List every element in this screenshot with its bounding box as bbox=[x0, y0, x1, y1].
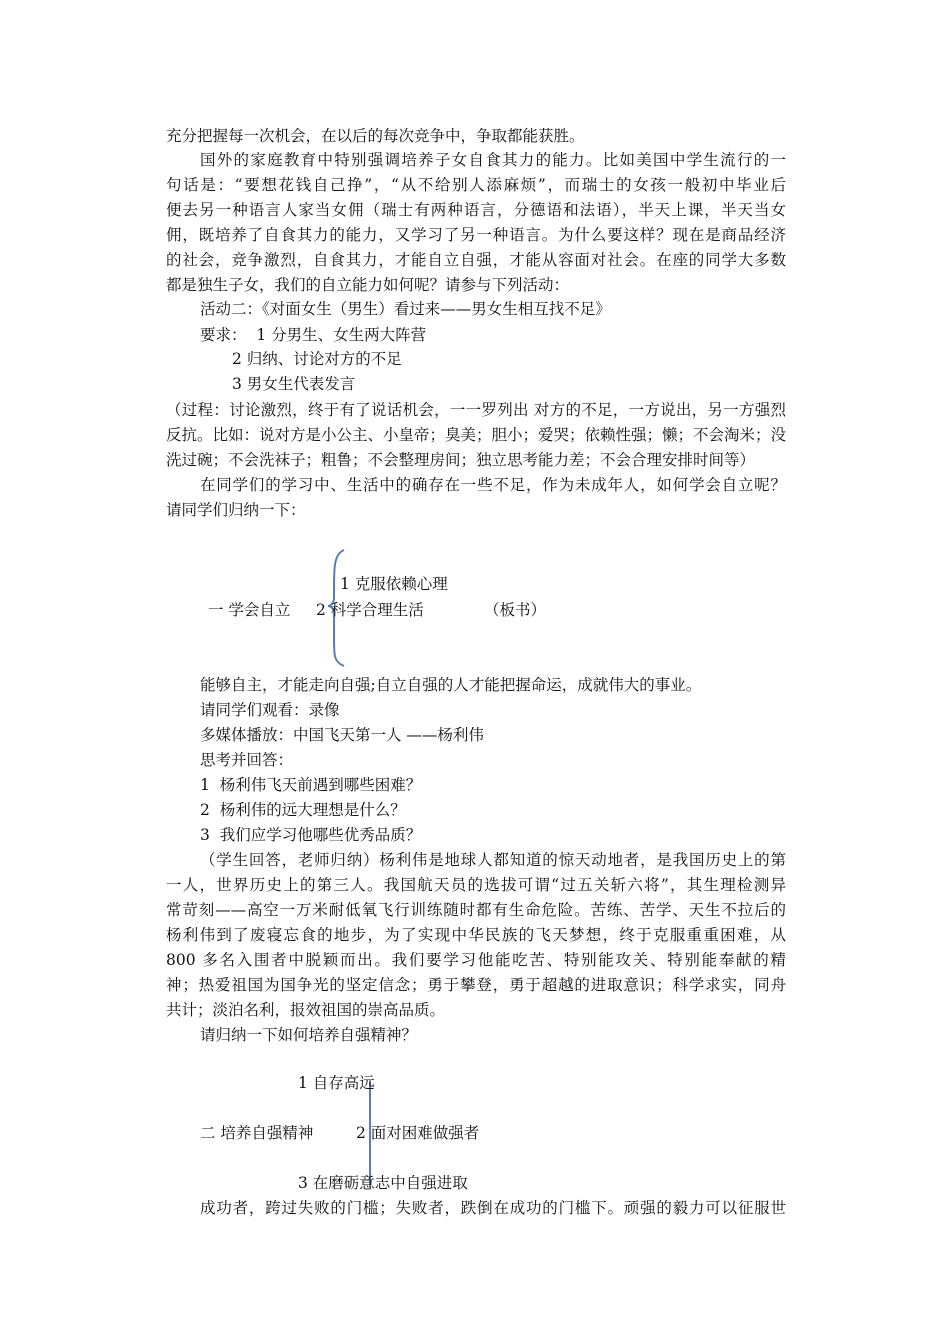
requirement-2: 2 归纳、讨论对方的不足 bbox=[232, 350, 402, 368]
requirement-1: 要求： 1 分男生、女生两大阵营 bbox=[200, 326, 427, 344]
requirement-3: 3 男女生代表发言 bbox=[232, 375, 356, 393]
text-line: 杨利伟到了废寝忘食的地步，为了实现中华民族的飞天梦想，终于克服重重困难，从 bbox=[166, 926, 786, 944]
activity-title: 活动二：《对面女生（男生）看过来——男女生相互找不足》 bbox=[200, 300, 611, 318]
question-1: 1 杨利伟飞天前遇到哪些困难？ bbox=[200, 776, 422, 794]
diagram1-item-2: 2 科学合理生活 bbox=[316, 601, 424, 619]
text-line: （学生回答，老师归纳）杨利伟是地球人都知道的惊天动地者，是我国历史上的第 bbox=[200, 851, 786, 869]
text-line: 常苛刻——高空一万米耐低氧飞行训练随时都有生命危险。苦练、苦学、天生不拉后的 bbox=[166, 901, 786, 919]
text-line: 多媒体播放：中国飞天第一人 ——杨利伟 bbox=[200, 726, 484, 744]
diagram1-main: 一 学会自立 bbox=[208, 601, 291, 619]
text-line: 能够自主，才能走向自强;自立自强的人才能把握命运，成就伟大的事业。 bbox=[200, 676, 702, 694]
text-line: 佣，既培养了自食其力的能力，又学习了另一种语言。为什么要这样？现在是商品经济 bbox=[166, 226, 786, 244]
text-line: 一人，世界历史上的第三人。我国航天员的选拔可谓“过五关斩六将”，其生理检测异 bbox=[166, 876, 786, 894]
text-line: 在同学们的学习中、生活中的确存在一些不足，作为未成年人，如何学会自立呢？ bbox=[200, 476, 786, 494]
text-line: 洗过碗；不会洗袜子；粗鲁；不会整理房间；独立思考能力差；不会合理安排时间等） bbox=[166, 451, 756, 469]
diagram2-main: 二 培养自强精神 bbox=[200, 1124, 314, 1142]
text-line: 神；热爱祖国为国争光的坚定信念；勇于攀登，勇于超越的进取意识；科学求实，同舟 bbox=[166, 976, 786, 994]
diagram1-item-1: 1 克服依赖心理 bbox=[340, 575, 448, 593]
board-note: （板书） bbox=[484, 601, 547, 619]
diagram2-item-2: 2 面对困难做强者 bbox=[356, 1124, 480, 1142]
text-line: 的社会，竞争激烈，自食其力，才能自立自强，才能从容面对社会。在座的同学大多数 bbox=[166, 251, 786, 269]
text-line: 800 多名入围者中脱颖而出。我们要学习他能吃苦、特别能攻关、特别能奉献的精 bbox=[166, 951, 786, 969]
text-line: 国外的家庭教育中特别强调培养子女自食其力的能力。比如美国中学生流行的一 bbox=[200, 151, 786, 169]
text-line: 便去另一种语言人家当女佣（瑞士有两种语言，分德语和法语），半天上课，半天当女 bbox=[166, 201, 786, 219]
text-line: 请归纳一下如何培养自强精神？ bbox=[200, 1026, 418, 1044]
question-3: 3 我们应学习他哪些优秀品质？ bbox=[200, 826, 422, 844]
text-line: 请同学们归纳一下： bbox=[166, 501, 306, 519]
text-line: 成功者，跨过失败的门槛；失败者，跌倒在成功的门槛下。顽强的毅力可以征服世 bbox=[200, 1199, 786, 1217]
text-line: 充分把握每一次机会，在以后的每次竞争中，争取都能获胜。 bbox=[166, 127, 585, 145]
text-line: 请同学们观看：录像 bbox=[200, 701, 340, 719]
text-line: （过程：讨论激烈，终于有了说话机会，一一罗列出 对方的不足，一方说出，另一方强烈 bbox=[166, 401, 786, 419]
text-line: 都是独生子女，我们的自立能力如何呢？请参与下列活动： bbox=[166, 276, 570, 294]
question-2: 2 杨利伟的远大理想是什么？ bbox=[200, 801, 406, 819]
text-line: 句话是：“要想花钱自己挣”，“从不给别人添麻烦”，而瑞士的女孩一般初中毕业后 bbox=[166, 176, 786, 194]
text-line: 思考并回答： bbox=[200, 751, 294, 769]
text-line: 共计；淡泊名利，报效祖国的崇高品质。 bbox=[166, 1001, 446, 1019]
text-line: 反抗。比如：说对方是小公主、小皇帝；臭美；胆小；爱哭；依赖性强；懒；不会淘米；没 bbox=[166, 426, 787, 444]
diagram2-item-3: 3 在磨砺意志中自强进取 bbox=[298, 1174, 468, 1192]
diagram2-item-1: 1 自存高远 bbox=[298, 1074, 375, 1092]
